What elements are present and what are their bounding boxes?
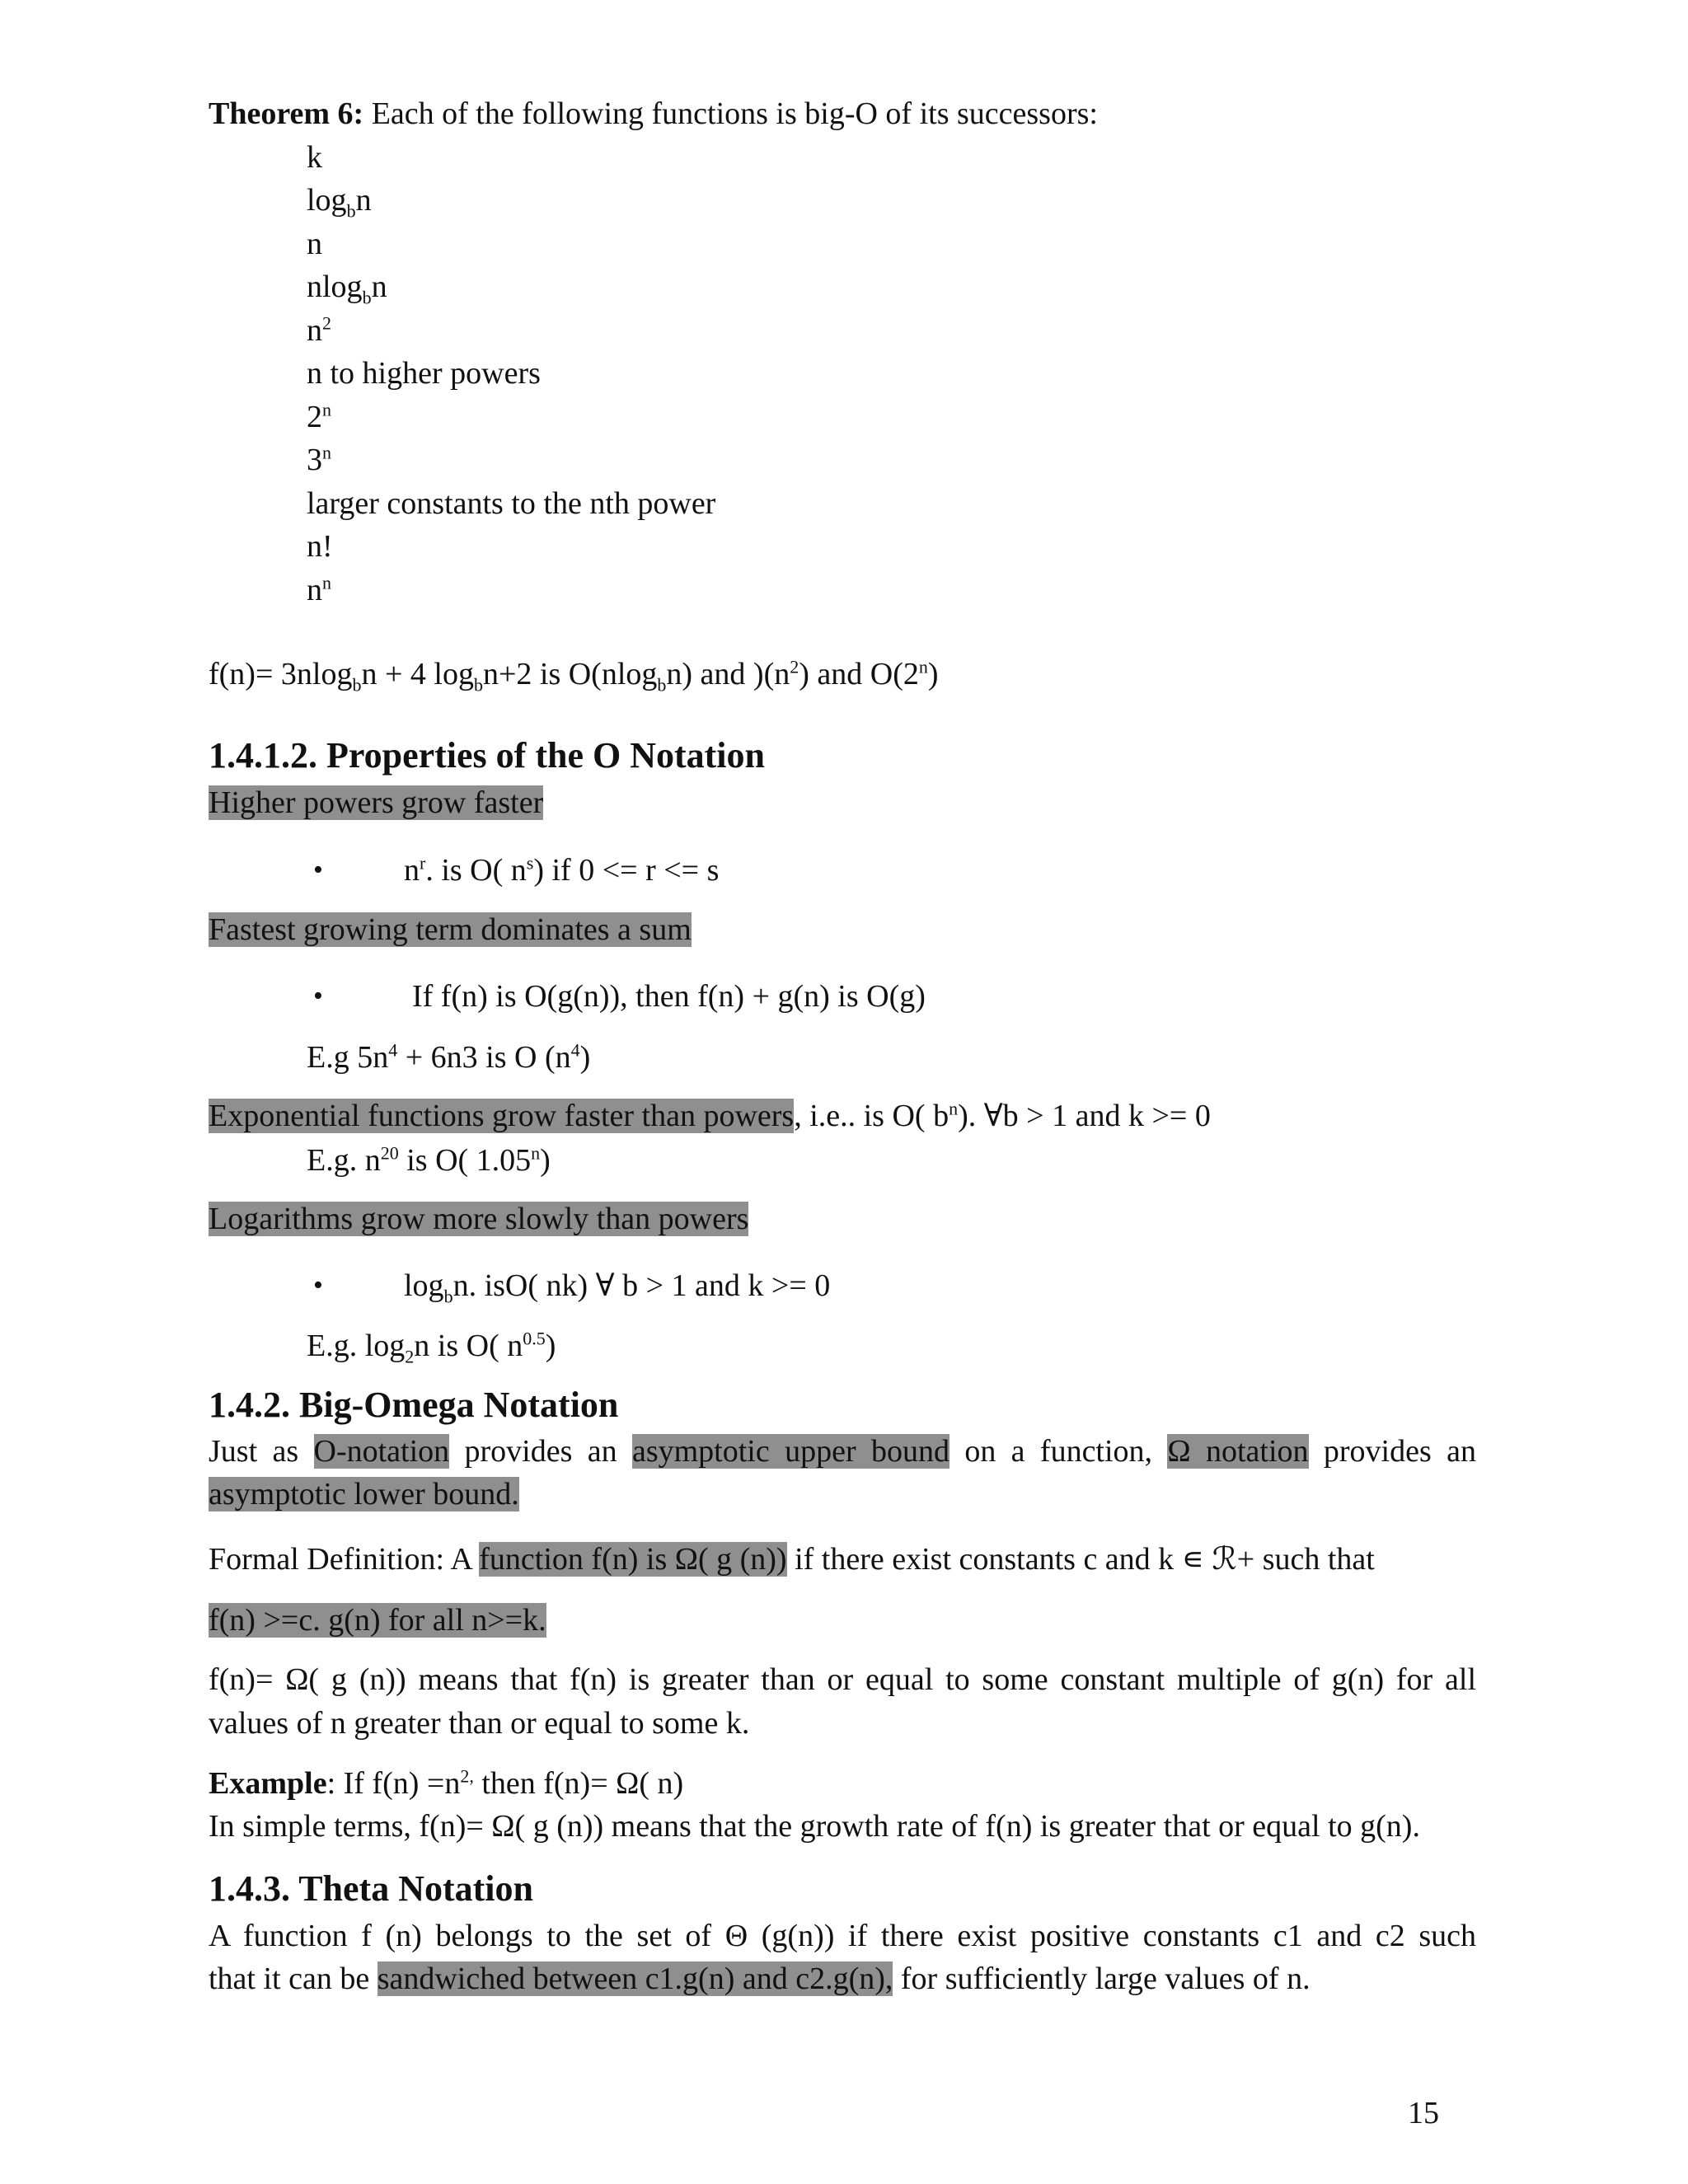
omega-meaning-line2: values of n greater than or equal to some k. xyxy=(209,1706,750,1741)
list-item: 2$^n$ xyxy=(307,399,331,434)
example-log: E.g. $\log_2n$ is O( $n^{0.5}$) xyxy=(307,1328,556,1367)
theta-line1: A function f (n) belongs to the set of Θ (g(n)) if there exist positive constants c1 and c2 such xyxy=(209,1919,1476,1953)
page-number: 15 xyxy=(1408,2096,1439,2130)
list-item: 3$^n$ xyxy=(307,442,331,477)
theta-line2: that it can be sandwiched between c1.g(n) and c2.g(n), for sufficiently large values of n. xyxy=(209,1961,1311,1996)
list-item: larger constants to the nth power xyxy=(307,486,716,521)
theorem-line xyxy=(209,96,1098,133)
rule-powers: $n^r$. is O( $n^s$) if 0 <= r <= s xyxy=(404,852,720,888)
theorem-text: Each of the following functions is big-O of its successors: xyxy=(363,96,1098,131)
list-item: $\log_bn$ xyxy=(307,183,372,222)
list-item: $n^n$ xyxy=(307,572,331,607)
formal-definition: Formal Definition: A function f(n) is Ω( g (n)) if there exist constants c and k ∊ ℛ+ such that xyxy=(209,1542,1375,1577)
heading-big-omega: 1.4.2. Big-Omega Notation xyxy=(209,1385,619,1425)
list-item: n xyxy=(307,227,322,261)
example-exponential: E.g. $n^{20}$ is O( 1.05$^n$) xyxy=(307,1142,551,1178)
list-item: nlog$_b$n xyxy=(307,269,387,308)
list-item: $n^2$ xyxy=(307,312,331,348)
bullet: • xyxy=(313,1270,323,1301)
list-item: k xyxy=(307,140,322,175)
list-item: n to higher powers xyxy=(307,356,541,391)
exponential-line: Exponential functions grow faster than powers, i.e.. is O( $b^n$). ∀b > 1 and k >= 0 xyxy=(209,1098,1211,1133)
highlight-fastest: Fastest growing term dominates a sum xyxy=(209,912,692,947)
omega-meaning-line1: f(n)= Ω( g (n)) means that f(n) is greater than or equal to some constant multiple of g(n) for all xyxy=(209,1662,1476,1697)
heading-theta: 1.4.3. Theta Notation xyxy=(209,1868,533,1909)
rule-sum: If f(n) is O(g(n)), then f(n) + g(n) is O(g) xyxy=(412,979,926,1014)
rule-log: $\log_bn$. isO( nk) ∀ b > 1 and k >= 0 xyxy=(404,1268,831,1307)
omega-paragraph-line2: asymptotic lower bound. xyxy=(209,1477,519,1511)
heading-properties: 1.4.1.2. Properties of the O Notation xyxy=(209,735,765,776)
list-item: n! xyxy=(307,529,333,564)
formal-definition-cont: f(n) >=c. g(n) for all n>=k. xyxy=(209,1603,546,1638)
highlight-higher-powers: Higher powers grow faster xyxy=(209,785,544,820)
example-sum: E.g $5n^4 + 6n3$ is O $(n^4)$ xyxy=(307,1039,591,1075)
bullet: • xyxy=(313,981,323,1011)
highlight-logarithms: Logarithms grow more slowly than powers xyxy=(209,1202,749,1236)
bullet: • xyxy=(313,855,323,885)
omega-simple-terms: In simple terms, f(n)= Ω( g (n)) means that the growth rate of f(n) is greater that or equal to g(n). xyxy=(209,1809,1420,1844)
theorem-label: Theorem 6: xyxy=(209,96,364,131)
omega-paragraph-line1: Just as O-notation provides an asymptotic upper bound on a function, Ω notation provides an xyxy=(209,1434,1476,1469)
example-line: f(n)= 3nlog$_b$n + 4 $\log_bn+2$ is O(nlog$_b$n) and )$(n^2)$ and O(2$^n$) xyxy=(209,656,939,696)
omega-example: Example: If $f(n) =n^{2,}$ then f(n)= Ω( n) xyxy=(209,1765,684,1801)
